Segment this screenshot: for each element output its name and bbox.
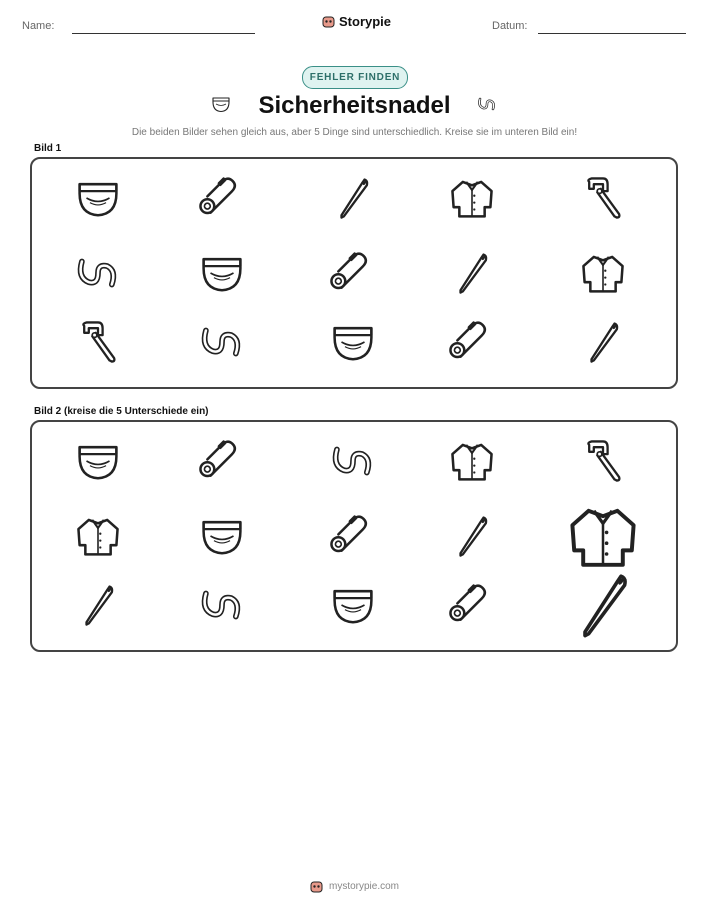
picture2-panel[interactable] bbox=[30, 420, 678, 652]
safety-pin-icon bbox=[199, 175, 245, 221]
needle-icon[interactable] bbox=[449, 513, 495, 559]
diaper-icon bbox=[75, 175, 121, 221]
date-line[interactable] bbox=[538, 33, 686, 34]
date-label: Datum: bbox=[492, 20, 528, 32]
diaper-icon[interactable] bbox=[75, 438, 121, 484]
footer-site: mystorypie.com bbox=[328, 881, 399, 892]
diaper-icon[interactable] bbox=[199, 513, 245, 559]
storypie-mascot-icon bbox=[310, 880, 323, 893]
diaper-icon bbox=[330, 319, 376, 365]
storypie-logo bbox=[322, 14, 391, 29]
name-label: Name: bbox=[22, 20, 55, 32]
needle-icon bbox=[330, 175, 376, 221]
hook-icon bbox=[476, 94, 498, 119]
picture2-label: Bild 2 (kreise die 5 Unterschiede ein) bbox=[34, 406, 209, 417]
safety-pin-icon bbox=[330, 250, 376, 296]
needle-icon bbox=[449, 250, 495, 296]
hook-icon bbox=[75, 250, 121, 296]
hook-icon bbox=[199, 319, 245, 365]
instructions: Die beiden Bilder sehen gleich aus, aber 5 Dinge sind unterschiedlich. Kreise sie im unteren Bild ein! bbox=[131, 127, 578, 138]
hook-icon[interactable] bbox=[199, 582, 245, 628]
storypie-mascot-icon bbox=[322, 15, 335, 28]
activity-badge: FEHLER FINDEN bbox=[302, 66, 408, 89]
needle-icon[interactable] bbox=[567, 569, 639, 641]
shirt-icon[interactable] bbox=[75, 513, 121, 559]
needle-icon[interactable] bbox=[75, 582, 121, 628]
clamp-icon bbox=[75, 319, 121, 365]
shirt-icon bbox=[580, 250, 626, 296]
safety-pin-icon bbox=[449, 319, 495, 365]
name-line[interactable] bbox=[72, 33, 255, 34]
shirt-icon[interactable] bbox=[449, 438, 495, 484]
page-title: Sicherheitsnadel bbox=[258, 92, 451, 119]
diaper-icon[interactable] bbox=[330, 582, 376, 628]
picture1-label: Bild 1 bbox=[34, 143, 62, 154]
shirt-icon bbox=[449, 175, 495, 221]
diaper-icon bbox=[199, 250, 245, 296]
picture1-panel bbox=[30, 157, 678, 389]
safety-pin-icon[interactable] bbox=[449, 582, 495, 628]
clamp-icon[interactable] bbox=[580, 438, 626, 484]
hook-icon[interactable] bbox=[330, 438, 376, 484]
brand-name: Storypie bbox=[339, 14, 392, 29]
safety-pin-icon[interactable] bbox=[199, 438, 245, 484]
footer bbox=[0, 880, 709, 893]
needle-icon bbox=[580, 319, 626, 365]
safety-pin-icon[interactable] bbox=[330, 513, 376, 559]
shirt-icon[interactable] bbox=[567, 500, 639, 572]
clamp-icon bbox=[580, 175, 626, 221]
